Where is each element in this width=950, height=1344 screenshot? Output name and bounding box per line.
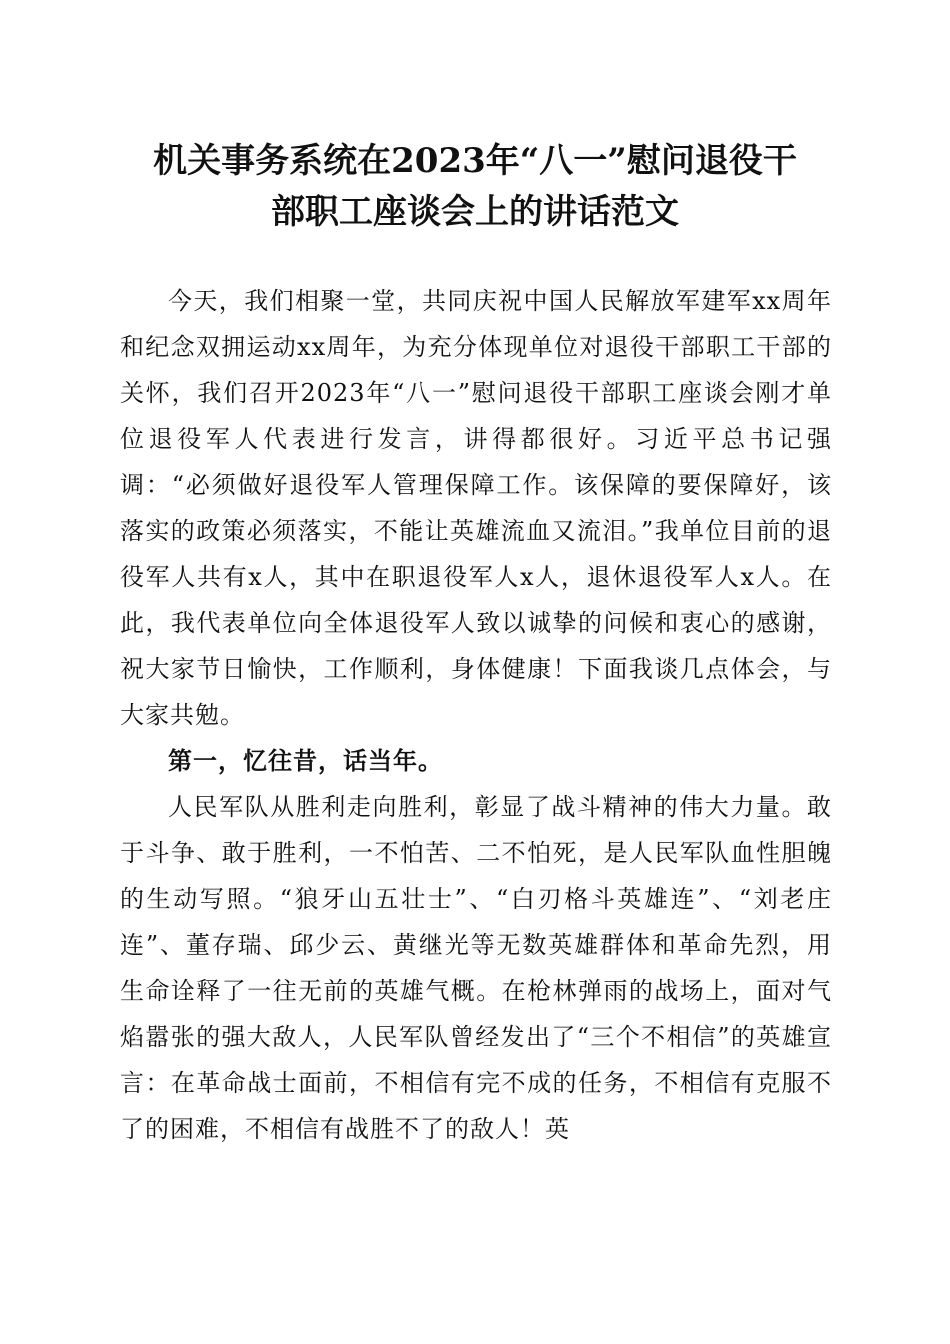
title-line-1: 机关事务系统在2023年“八一”慰问退役干: [153, 141, 797, 181]
title-line-2: 部职工座谈会上的讲话范文: [271, 192, 679, 232]
document-body: [120, 278, 832, 1152]
paragraph-intro: 今天，我们相聚一堂，共同庆祝中国人民解放军建军xx周年和纪念双拥运动xx周年，为充分体现单位对退役干部职工干部的关怀，我们召开2023年“八一”慰问退役干部职工座谈会刚才单位退役军人代表进行发言，讲得都很好。习近平总书记强调：“必须做好退役军人管理保障工作。该保障的要保障好，该落实的政策必须落实，不能让英雄流血又流泪。”我单位目前的退役军人共有x人，其中在职退役军人x人，退休退役军人x人。在此，我代表单位向全体退役军人致以诚挚的问候和衷心的感谢，祝大家节日愉快，工作顺利，身体健康！下面我谈几点体会，与大家共勉。: [120, 287, 832, 729]
document-title: [100, 136, 850, 238]
paragraph-section-1: 人民军队从胜利走向胜利，彰显了战斗精神的伟大力量。敢于斗争、敢于胜利，一不怕苦、二不怕死，是人民军队血性胆魄的生动写照。“狼牙山五壮士”、“白刃格斗英雄连”、“刘老庄连”、董存瑞、邱少云、黄继光等无数英雄群体和革命先烈，用生命诠释了一往无前的英雄气概。在枪林弹雨的战场上，面对气焰嚣张的强大敌人，人民军队曾经发出了“三个不相信”的英雄宣言：在革命战士面前，不相信有完不成的任务，不相信有克服不了的困难，不相信有战胜不了的敌人！英: [120, 793, 832, 1143]
section-heading-1: 第一，忆往昔，话当年。: [168, 746, 443, 775]
